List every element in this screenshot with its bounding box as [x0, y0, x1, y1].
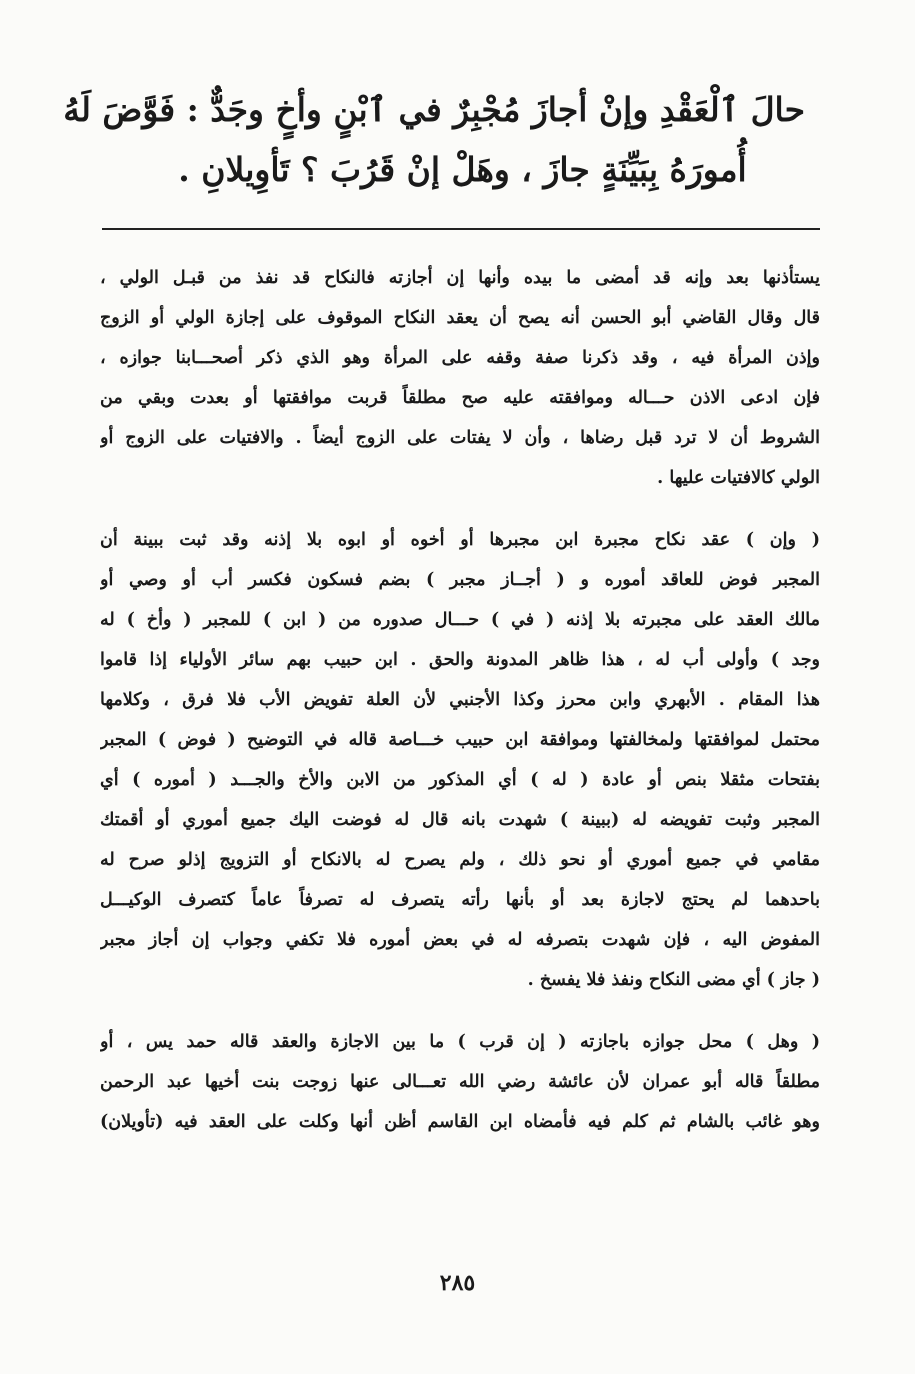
- text-line: هذا المقام . الأبهري وابن محرز وكذا الأجنبي لأن العلة تفويض الأب فلا فرق ، وكلامها: [100, 690, 820, 710]
- text-line: ( جاز ) أي مضى النكاح ونفذ فلا يفسخ .: [527, 970, 820, 990]
- page-number: ٢٨٥: [439, 1270, 476, 1296]
- text-line: ( وإن ) عقد نكاح مجبرة ابن مجبرها أو أخوه أو ابوه بلا إذنه وقد ثبت ببينة أن: [100, 530, 820, 550]
- text-line: فإن ادعى الاذن حـــاله وموافقته عليه صح مطلقاً قربت موافقتها أو بعدت وبقي من: [100, 388, 820, 408]
- matn-line-1: حالَ ٱلْعَقْدِ وإنْ أجازَ مُجْبِرٌ في ٱبْنٍ وأخٍ وجَدٌّ : فَوَّضَ لَهُ: [63, 90, 805, 129]
- text-line: مطلقاً قاله أبو عمران لأن عائشة رضي الله تعـــالى عنها زوجت بنت أخيها عبد الرحمن: [100, 1072, 820, 1092]
- text-line: المجبر فوض للعاقد أموره و ( أجــاز مجبر ) بضم فسكون فكسر أب أو وصي أو: [100, 570, 820, 590]
- text-line: باحدهما لم يحتج لاجازة بعد أو بأنها رأته يتصرف له تصرفاً عاماً كتصرف الوكيـــل: [100, 890, 820, 910]
- text-line: محتمل لموافقتها ولمخالفتها وموافقة ابن حبيب خـــاصة قاله في التوضيح ( فوض ) المجبر: [100, 730, 820, 750]
- text-line: مقامي في جميع أموري أو نحو ذلك ، ولم يصرح له بالانكاح أو التزويج إذلو صرح له: [100, 850, 820, 870]
- text-line: وإذن المرأة فيه ، وقد ذكرنا صفة وقفه على المرأة وهو الذي ذكر أصحـــابنا جوازه ،: [100, 348, 820, 368]
- commentary-body: [100, 258, 820, 1142]
- text-line: الشروط أن لا ترد قبل رضاها ، وأن لا يفتات على الزوج أيضاً . والافتيات على الزوج أو: [100, 428, 820, 448]
- text-line: الولي كالافتيات عليها .: [657, 468, 820, 488]
- text-line: ( وهل ) محل جوازه باجازته ( إن قرب ) ما بين الاجازة والعقد قاله حمد يس ، أو: [100, 1032, 820, 1052]
- text-line: مالك العقد على مجبرته بلا إذنه ( في ) حـــال صدوره من ( ابن ) للمجبر ( وأخ ) له: [100, 610, 820, 630]
- paragraph-2: [100, 520, 820, 1000]
- separator-rule: [102, 228, 820, 230]
- text-line: قال وقال القاضي أبو الحسن أنه يصح أن يعقد النكاح الموقوف على إجازة الولي أو الزوج: [100, 308, 820, 328]
- matn-heading: [63, 80, 805, 210]
- matn-line-2: أُمورَهُ بِبَيِّنَةٍ جازَ ، وهَلْ إنْ قَرُبَ ؟ تَأوِيلانِ .: [178, 150, 747, 189]
- paragraph-3: [100, 1022, 820, 1142]
- text-line: وجد ) وأولى أب له ، هذا ظاهر المدونة والحق . ابن حبيب بهم سائر الأولياء إذا قاموا: [100, 650, 820, 670]
- text-line: المجبر وثبت تفويضه له (ببينة ) شهدت بانه قال له فوضت اليك جميع أموري أو أقمتك: [100, 810, 820, 830]
- text-line: المفوض اليه ، فإن شهدت بتصرفه له في بعض أموره فلا تكفي وجواب إن أجاز مجبر: [100, 930, 820, 950]
- paragraph-1: [100, 258, 820, 498]
- text-line: بفتحات مثقلا بنص أو عادة ( له ) أي المذكور من الابن والأخ والجـــد ( أموره ) أي: [100, 770, 820, 790]
- text-line: وهو غائب بالشام ثم كلم فيه فأمضاه ابن القاسم أظن أنها وكلت على العقد فيه (تأويلان): [100, 1112, 820, 1132]
- text-line: يستأذنها بعد وإنه قد أمضى ما بيده وأنها إن أجازته فالنكاح قد نفذ من قبـل الولي ،: [100, 268, 820, 288]
